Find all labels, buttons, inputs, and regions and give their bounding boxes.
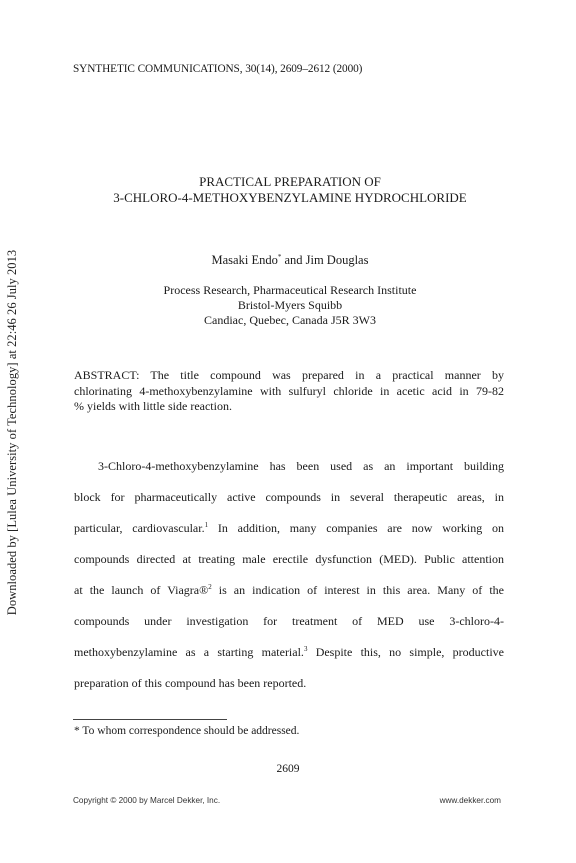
body-line-8: preparation of this compound has been reported. bbox=[74, 676, 307, 690]
footnote-rule bbox=[73, 719, 227, 720]
body-line-5-rest: is an indication of interest in this area. Many of the bbox=[211, 583, 504, 597]
body-line-6: compounds under investigation for treatment of MED use 3-chloro-4- bbox=[74, 614, 504, 628]
body-line-3 bbox=[74, 521, 504, 536]
copyright-notice: Copyright © 2000 by Marcel Dekker, Inc. bbox=[73, 796, 221, 805]
download-watermark bbox=[6, 222, 20, 642]
author-douglas: and Jim Douglas bbox=[281, 253, 369, 267]
body-line-1: 3-Chloro-4-methoxybenzylamine has been used as an important building bbox=[98, 459, 504, 473]
title-line-2: 3-CHLORO-4-METHOXYBENZYLAMINE HYDROCHLORIDE bbox=[113, 190, 467, 205]
download-notice: Downloaded by [Lulea University of Technology] at 22:46 26 July 2013 bbox=[5, 249, 20, 615]
publisher-url: www.dekker.com bbox=[439, 796, 501, 805]
abstract-line-2: chlorinating 4-methoxybenzylamine with sulfuryl chloride in acetic acid in 79-82 bbox=[74, 383, 504, 398]
abstract-line-1: ABSTRACT: The title compound was prepared in a practical manner by bbox=[74, 368, 504, 382]
footnote: * To whom correspondence should be addressed. bbox=[74, 725, 300, 737]
reference-2: 2 bbox=[208, 583, 212, 591]
body-line-7 bbox=[74, 645, 504, 660]
affiliation-line-3: Candiac, Quebec, Canada J5R 3W3 bbox=[204, 313, 376, 327]
body-line-5-text: at the launch of Viagra® bbox=[74, 583, 209, 597]
journal-citation: SYNTHETIC COMMUNICATIONS, 30(14), 2609–2612 (2000) bbox=[73, 63, 363, 75]
reference-3: 3 bbox=[303, 645, 308, 653]
affiliation-line-1: Process Research, Pharmaceutical Research Institute bbox=[163, 283, 417, 297]
title-line-1: PRACTICAL PREPARATION OF bbox=[199, 174, 381, 189]
body-line-7-rest: Despite this, no simple, productive bbox=[307, 645, 504, 659]
abstract-line-3: % yields with little side reaction. bbox=[74, 399, 232, 413]
corresponding-author-mark: * bbox=[277, 253, 282, 261]
page-number: 2609 bbox=[276, 763, 300, 775]
body-line-5 bbox=[74, 583, 504, 598]
reference-1: 1 bbox=[204, 521, 209, 529]
affiliation-line-2: Bristol-Myers Squibb bbox=[237, 298, 343, 312]
author-endo: Masaki Endo bbox=[211, 253, 278, 267]
abstract bbox=[74, 368, 504, 415]
body-line-3-text: particular, cardiovascular. bbox=[74, 521, 205, 535]
body-line-7-text: methoxybenzylamine as a starting material. bbox=[74, 645, 304, 659]
body-line-4: compounds directed at treating male erectile dysfunction (MED). Public attention bbox=[74, 552, 504, 566]
authors bbox=[60, 253, 520, 268]
body-line-2: block for pharmaceutically active compounds in several therapeutic areas, in bbox=[74, 490, 504, 504]
body-line-3-rest: In addition, many companies are now working on bbox=[208, 521, 504, 535]
